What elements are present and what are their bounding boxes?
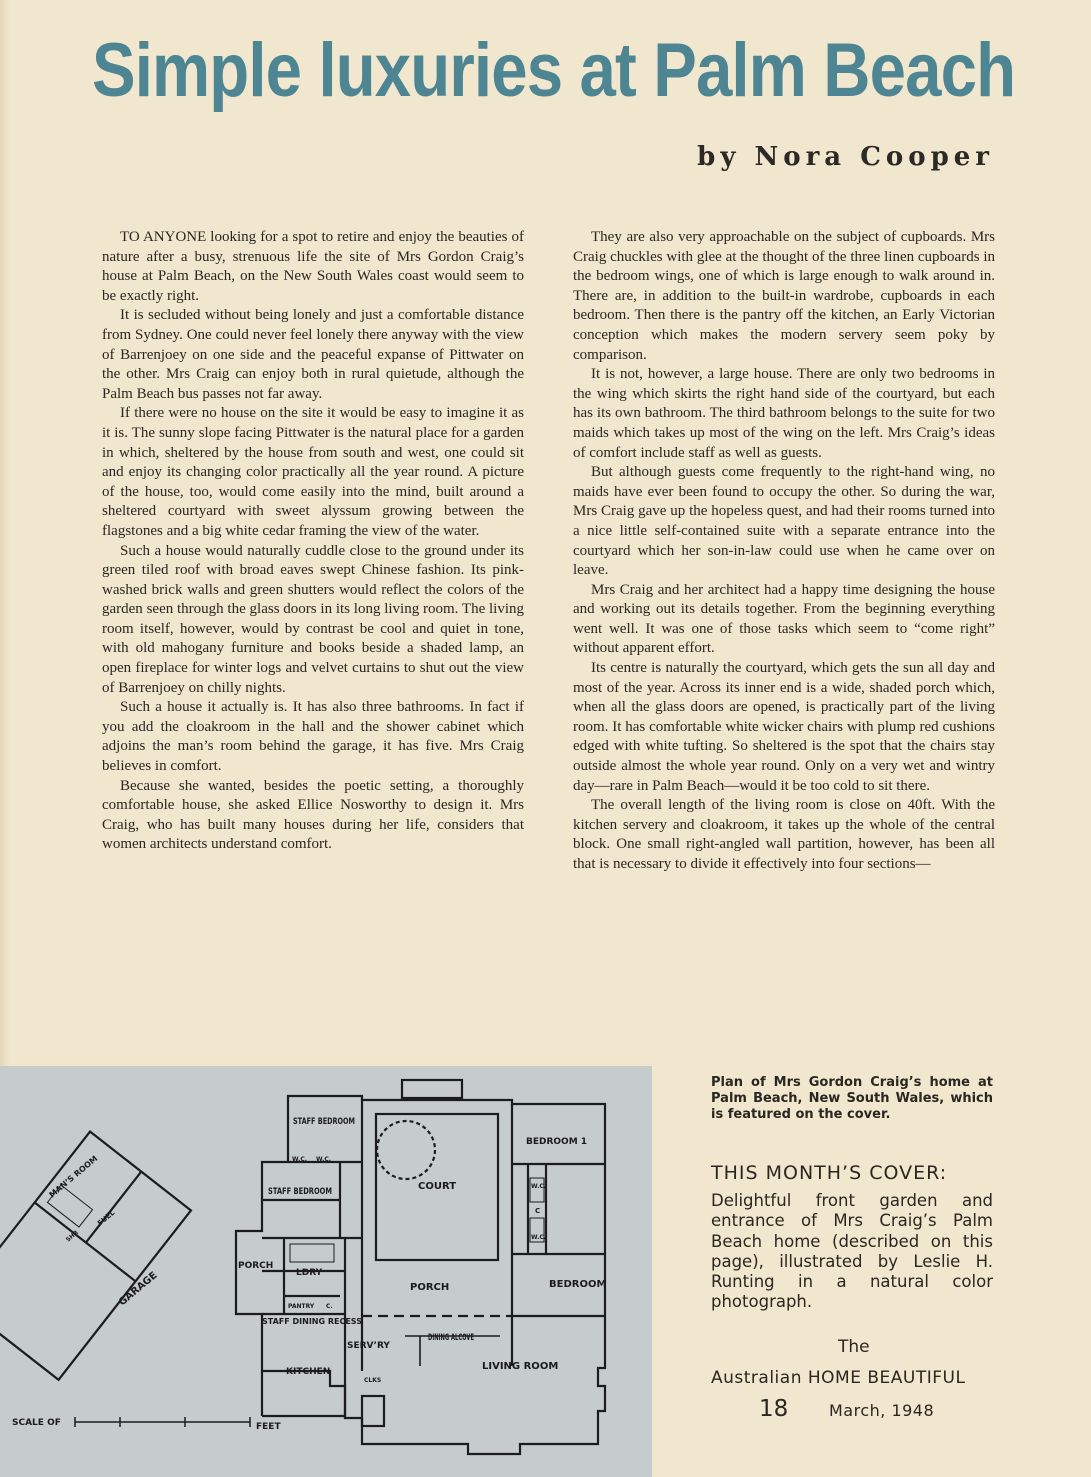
paragraph: The overall length of the living room is close on 40ft. With the kitchen servery and cloakroom, it takes up the whole of the central block. One small right-angled wall partition, however, has been all that is necessary to divide it effectively into four sections— bbox=[573, 797, 995, 872]
cover-note-heading: THIS MONTH’S COVER: bbox=[711, 1162, 948, 1184]
magazine-the: The bbox=[838, 1337, 870, 1357]
label-fuel: FUEL bbox=[96, 1208, 117, 1228]
label-wc: W.C. bbox=[531, 1234, 547, 1241]
label-staff-bedroom: STAFF BEDROOM bbox=[293, 1117, 356, 1127]
plan-cloaks bbox=[362, 1396, 384, 1426]
label-cloaks: CLKS bbox=[364, 1377, 382, 1384]
paragraph: Mrs Craig and her architect had a happy time designing the house and working out its details together. From the beginning everything went well. It was one of those tasks which seem to “come right” without apparent effort. bbox=[573, 581, 995, 657]
plan-steps bbox=[402, 1080, 462, 1098]
paragraph: Such a house would naturally cuddle close to the ground under its green tiled roof with broad eaves swept Chinese fashion. Its pink-washed brick walls and green shutters would reflect the colors of the garden seen through the glass doors in its long living room. The living room itself, however, would by contrast be cool and quiet in tone, with old mahogany furniture and books beside a shaded lamp, an open fireplace for winter logs and velvet curtains to shut out the view of Barrenjoey on chilly nights. bbox=[102, 542, 524, 696]
floor-plan bbox=[0, 1066, 652, 1477]
article-column-right bbox=[573, 228, 995, 875]
plan-outer-wall bbox=[236, 1096, 605, 1454]
paragraph: If there were no house on the site it would be easy to imagine it as it is. The sunny slope facing Pittwater is the natural place for a garden in which, sheltered by the house from south and west, one could sit and enjoy its changing color practically all the year round. A picture of the house, too, would come easily into the mind, built around a sheltered courtyard with sweet alyssum growing between the flagstones and a big white cedar framing the view of the water. bbox=[102, 405, 524, 539]
paragraph: Such a house it actually is. It has also three bathrooms. In fact if you add the cloakroom in the hall and the shower cabinet which adjoins the man’s room behind the garage, it has five. Mrs Craig believes in comfort. bbox=[102, 699, 524, 775]
label-court: COURT bbox=[418, 1181, 457, 1192]
label-c: C bbox=[535, 1207, 541, 1215]
label-bedroom-1: BEDROOM 1 bbox=[526, 1137, 588, 1147]
label-porch: PORCH bbox=[410, 1282, 450, 1293]
plan-garage-block bbox=[0, 1132, 191, 1380]
label-garage: GARAGE bbox=[116, 1270, 160, 1309]
label-staff-bedroom: STAFF BEDROOM bbox=[268, 1187, 333, 1197]
label-wc: W.C. bbox=[531, 1183, 547, 1190]
label-dining-alcove: DINING ALCOVE bbox=[428, 1333, 474, 1343]
label-c: C. bbox=[326, 1303, 333, 1310]
article-title: Simple luxuries at Palm Beach bbox=[92, 28, 1016, 113]
article-byline: by Nora Cooper bbox=[697, 142, 994, 172]
label-bedroom: BEDROOM bbox=[549, 1279, 607, 1290]
plan-court-tree bbox=[377, 1121, 435, 1179]
paragraph: It is not, however, a large house. There are only two bedrooms in the wing which skirts the right hand side of the courtyard, but each has its own bathroom. The third bathroom belongs to the suite for two maids which takes up most of the wing on the left. Mrs Craig’s ideas of comfort include staff as well as guests. bbox=[573, 366, 995, 461]
article-column-left bbox=[102, 228, 524, 855]
label-scale-of: SCALE OF bbox=[12, 1418, 61, 1428]
paragraph: Its centre is naturally the courtyard, which gets the sun all day and most of the year. Across its inner end is a wide, shaded porch which, when all the glass doors are opened, is practically part of the living room. It has comfortable white wicker chairs with plump red cushions edged with white tufting. So sheltered is the spot that the chairs stay outside almost the whole year round. Only on a very wet and wintry day—rare in Palm Beach—would it be too cold to sit there. bbox=[573, 660, 995, 794]
cover-note-text: Delightful front garden and entrance of Mrs Craig’s Palm Beach home (described on this page), illustrated by Leslie H. Runting in a natural color photograph. bbox=[711, 1191, 993, 1312]
label-wc: W.C. bbox=[316, 1156, 332, 1163]
floor-plan-drawing bbox=[0, 1066, 652, 1477]
label-shower: SHR bbox=[64, 1229, 80, 1244]
magazine-name: Australian HOME BEAUTIFUL bbox=[711, 1368, 966, 1388]
plan-caption: Plan of Mrs Gordon Craig’s home at Palm Beach, New South Wales, which is featured on the cover. bbox=[711, 1075, 993, 1122]
paragraph: But although guests come frequently to the right-hand wing, no maids have ever been found to occupy the other. So during the war, Mrs Craig gave up the hopeless quest, and had their rooms turned into a nice little self-contained suite with a separate entrance into the courtyard which her son-in-law could use when he came over on leave. bbox=[573, 464, 995, 579]
paragraph: Because she wanted, besides the poetic setting, a thoroughly comfortable house, she asked Ellice Nosworthy to design it. Mrs Craig, who has built many houses during her life, considers that women architects understand comfort. bbox=[102, 777, 524, 853]
label-laundry: LDRY bbox=[296, 1268, 323, 1278]
issue-date: March, 1948 bbox=[829, 1401, 935, 1420]
paragraph: TO ANYONE looking for a spot to retire and enjoy the beauties of nature after a busy, strenuous life the site of Mrs Gordon Craig’s house at Palm Beach, on the New South Wales coast would seem to be exactly right. bbox=[102, 229, 524, 304]
label-feet: FEET bbox=[256, 1422, 281, 1432]
label-wc: W.C. bbox=[292, 1156, 308, 1163]
label-staff-dining-recess: STAFF DINING RECESS bbox=[262, 1317, 362, 1326]
label-pantry: PANTRY bbox=[288, 1303, 315, 1310]
label-servery: SERV’RY bbox=[347, 1341, 390, 1351]
label-mans-room: MAN’S ROOM bbox=[47, 1153, 100, 1200]
label-kitchen: KITCHEN bbox=[286, 1367, 331, 1377]
page-number: 18 bbox=[759, 1396, 789, 1422]
paragraph: It is secluded without being lonely and just a comfortable distance from Sydney. One could never feel lonely there anyway with the view of Barrenjoey on one side and the peaceful expanse of Pittwater on the other. Mrs Craig can enjoy both in rural quietude, although the Palm Beach bus passes not far away. bbox=[102, 307, 524, 402]
label-living-room: LIVING ROOM bbox=[482, 1361, 559, 1372]
label-porch: PORCH bbox=[238, 1261, 274, 1271]
paragraph: They are also very approachable on the subject of cupboards. Mrs Craig chuckles with glee at the thought of the three linen cupboards in the bedroom wings, one of which is large enough to walk around in. There are, in addition to the built-in wardrobe, cupboards in each bedroom. Then there is the pantry off the kitchen, an Early Victorian conception which makes the modern servery seem poky by comparison. bbox=[573, 229, 995, 363]
